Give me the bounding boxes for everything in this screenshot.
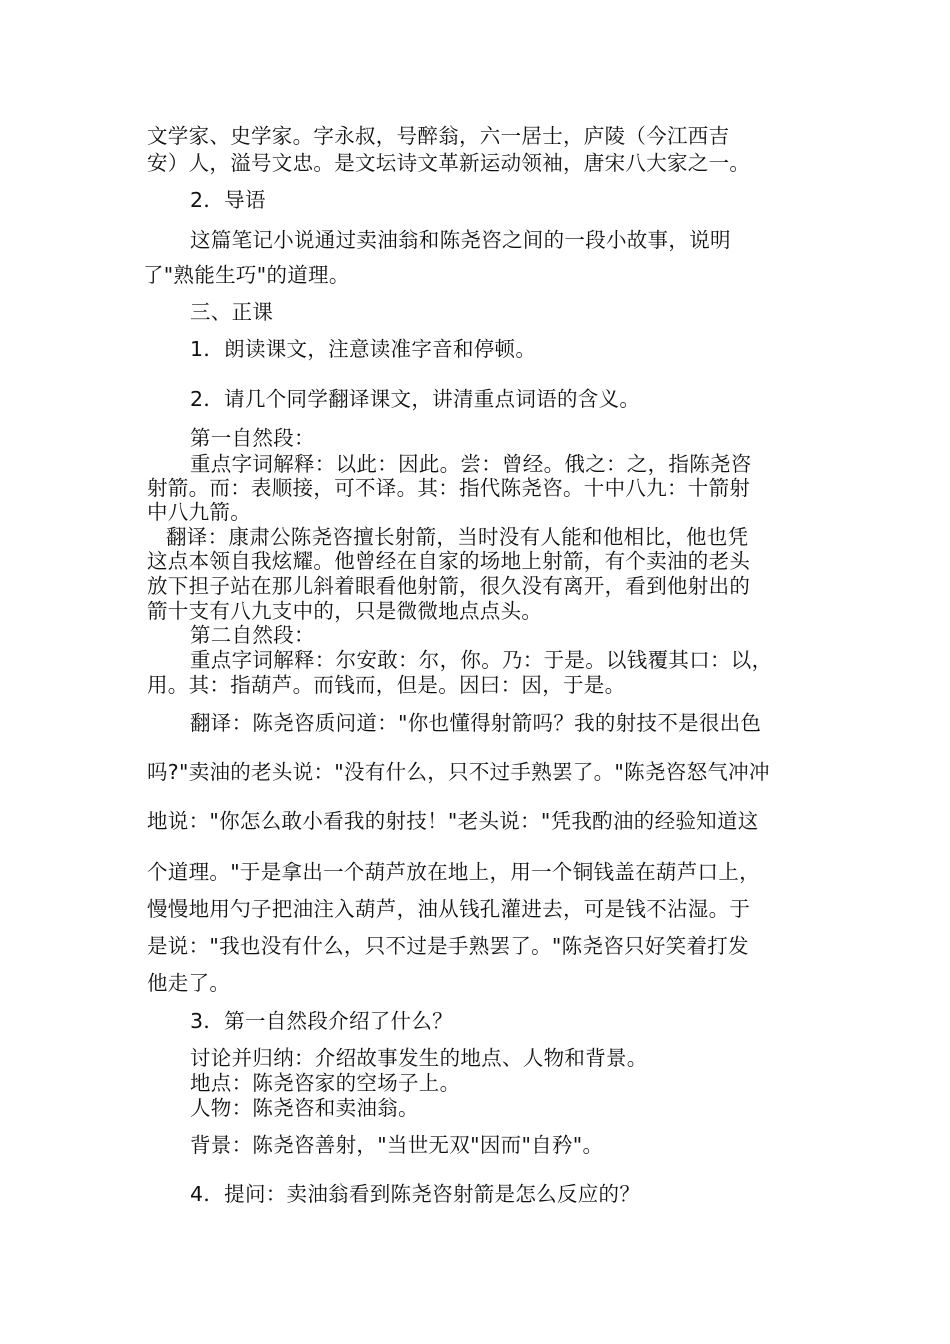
question-4-heading: 4．提问：卖油翁看到陈尧咨射箭是怎么反应的？ <box>190 1182 641 1206</box>
para-1-keyword-line-1: 重点字词解释：以此：因此。尝：曾经。俄之：之，指陈尧咨 <box>190 452 752 476</box>
question-3-line-1: 讨论并归纳：介绍故事发生的地点、人物和背景。 <box>190 1046 648 1070</box>
para-2-translation-line-1: 翻译：陈尧咨质问道："你也懂得射箭吗？我的射技不是很出色 <box>190 711 762 735</box>
para-1-keyword-line-2: 射箭。而：表顺接，可不译。其：指代陈尧咨。十中八九：十箭射 <box>147 476 751 500</box>
para-2-translation-line-7: 他走了。 <box>147 971 231 995</box>
para-2-translation-line-2: 吗?"卖油的老头说："没有什么，只不过手熟罢了。"陈尧咨怒气冲冲 <box>147 760 770 784</box>
para-2-translation-line-3: 地说："你怎么敢小看我的射技！"老头说："凭我酌油的经验知道这 <box>147 809 759 833</box>
para-2-translation-line-6: 是说："我也没有什么，只不过是手熟罢了。"陈尧咨只好笑着打发 <box>147 934 749 958</box>
para-2-translation-line-4: 个道理。"于是拿出一个葫芦放在地上，用一个铜钱盖在葫芦口上， <box>147 860 760 884</box>
para-1-translation-line-2: 这点本领自我炫耀。他曾经在自家的场地上射箭，有个卖油的老头 <box>147 549 751 573</box>
para-1-translation-line-4: 箭十支有八九支中的，只是微微地点点头。 <box>147 599 543 623</box>
section-3-item-1: 1．朗读课文，注意读准字音和停顿。 <box>190 337 537 361</box>
section-2-line-2: 了"熟能生巧"的道理。 <box>143 263 350 287</box>
section-2-heading: 2．导语 <box>190 188 266 212</box>
para-2-title: 第二自然段： <box>190 623 315 647</box>
para-2-keyword-line-1: 重点字词解释：尔安敢：尔，你。乃：于是。以钱覆其口：以， <box>190 648 773 672</box>
intro-line-1: 文学家、史学家。字永叔，号醉翁，六一居士，庐陵（今江西吉 <box>147 124 730 148</box>
question-3-heading: 3．第一自然段介绍了什么？ <box>190 1009 453 1033</box>
intro-line-2: 安）人，溢号文忠。是文坛诗文革新运动领袖，唐宋八大家之一。 <box>147 151 751 175</box>
section-3-heading: 三、正课 <box>190 300 274 324</box>
para-2-keyword-line-2: 用。其：指葫芦。而钱而，但是。因曰：因，于是。 <box>147 673 626 697</box>
question-3-line-4: 背景：陈尧咨善射，"当世无双"因而"自矜"。 <box>190 1133 604 1157</box>
question-3-line-3: 人物：陈尧咨和卖油翁。 <box>190 1096 419 1120</box>
question-3-line-2: 地点：陈尧咨家的空场子上。 <box>190 1071 461 1095</box>
section-3-item-2: 2．请几个同学翻译课文，讲清重点词语的含义。 <box>190 387 641 411</box>
para-1-keyword-line-3: 中八九箭。 <box>147 500 251 524</box>
para-1-translation-line-1: 翻译：康肃公陈尧咨擅长射箭，当时没有人能和他相比，他也凭 <box>166 525 749 549</box>
para-1-translation-line-3: 放下担子站在那儿斜着眼看他射箭，很久没有离开，看到他射出的 <box>147 574 751 598</box>
section-2-line-1: 这篇笔记小说通过卖油翁和陈尧咨之间的一段小故事，说明 <box>190 228 731 252</box>
para-1-title: 第一自然段： <box>190 426 315 450</box>
para-2-translation-line-5: 慢慢地用勺子把油注入葫芦，油从钱孔灌进去，可是钱不沾湿。于 <box>147 897 751 921</box>
